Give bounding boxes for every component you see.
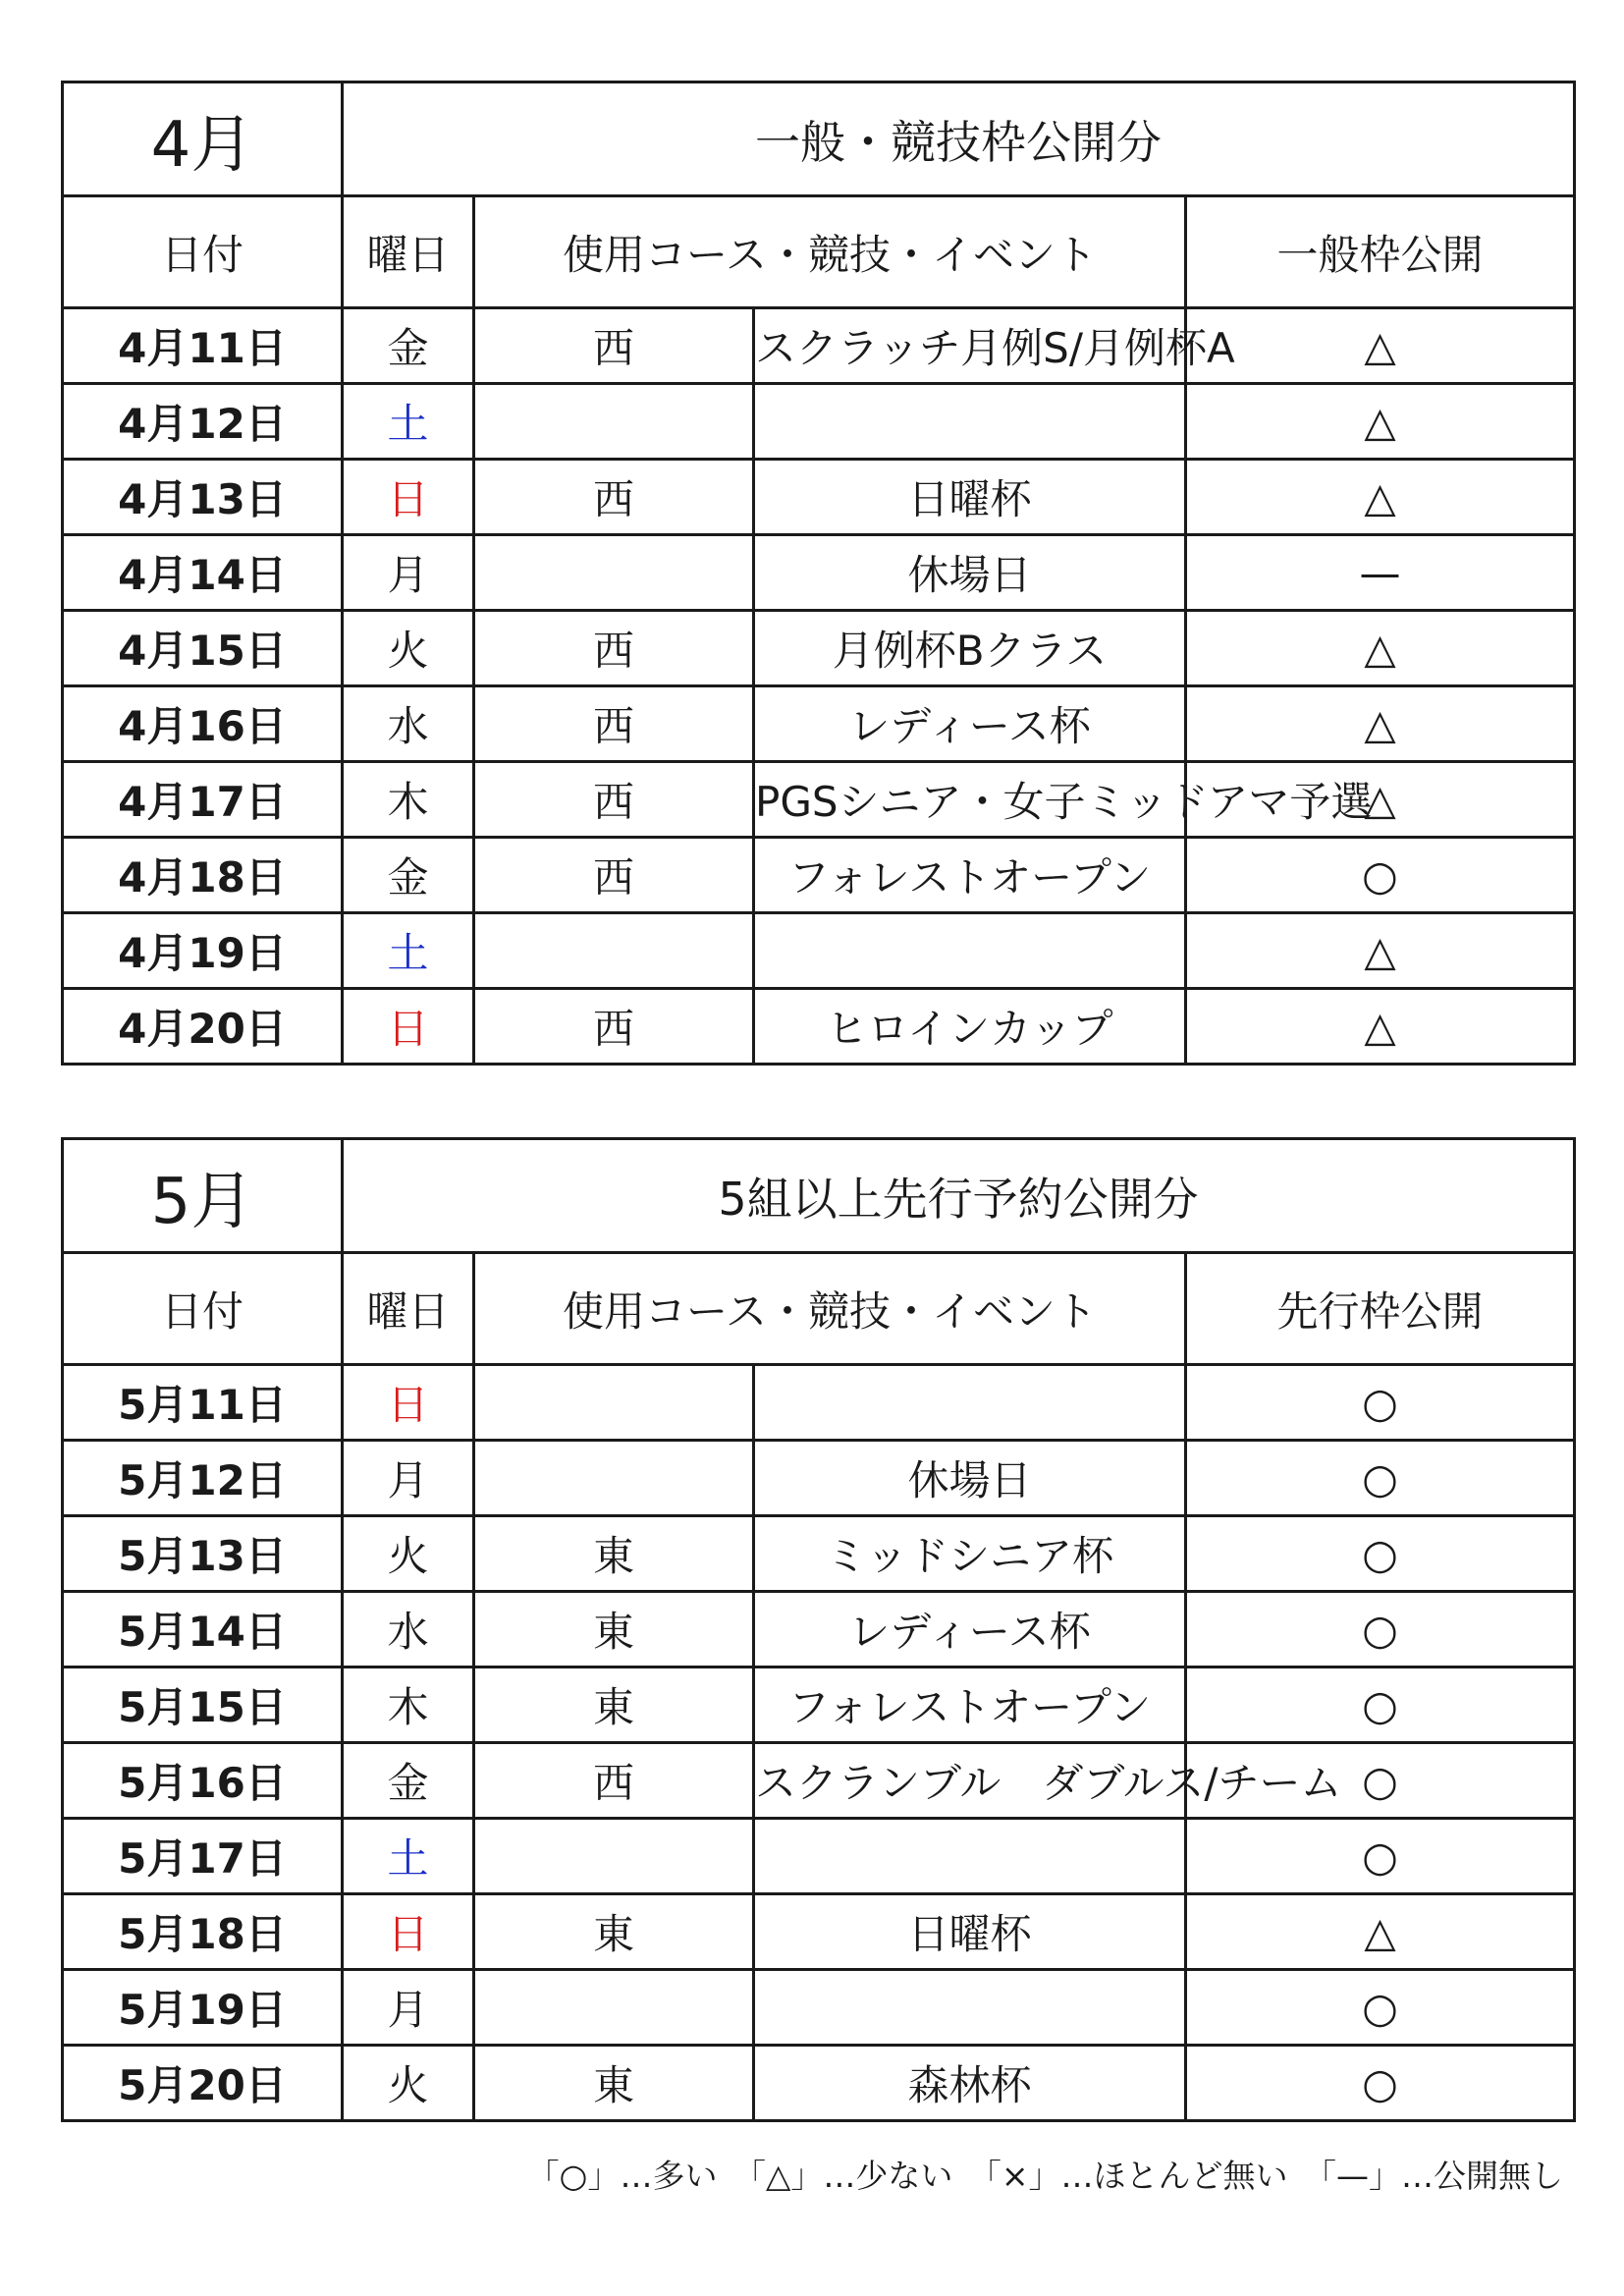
status-cell: △ [1186, 686, 1575, 762]
table-row [63, 1970, 1575, 2046]
date-cell: 5月19日 [63, 1970, 343, 2046]
event-cell: 森林杯 [754, 2046, 1186, 2121]
course-cell: 東 [474, 1592, 754, 1667]
status-cell: ○ [1186, 1516, 1575, 1592]
status-cell: ○ [1186, 838, 1575, 913]
weekday-cell: 日 [343, 989, 474, 1065]
header-date: 日付 [63, 196, 343, 308]
table-row [63, 2046, 1575, 2121]
course-cell: 西 [474, 1743, 754, 1819]
event-cell: ヒロインカップ [754, 989, 1186, 1065]
event-cell [754, 1970, 1186, 2046]
status-cell: ○ [1186, 2046, 1575, 2121]
date-cell: 4月19日 [63, 913, 343, 989]
date-cell: 4月17日 [63, 762, 343, 838]
header-status: 先行枠公開 [1186, 1253, 1575, 1365]
event-cell: 日曜杯 [754, 1894, 1186, 1970]
table-row [63, 611, 1575, 686]
date-cell: 5月13日 [63, 1516, 343, 1592]
status-cell: △ [1186, 308, 1575, 384]
event-cell: ミッドシニア杯 [754, 1516, 1186, 1592]
course-cell: 西 [474, 686, 754, 762]
table-row [63, 1441, 1575, 1516]
table-row [63, 913, 1575, 989]
date-cell: 5月20日 [63, 2046, 343, 2121]
status-cell: ○ [1186, 1592, 1575, 1667]
table-row [63, 460, 1575, 535]
weekday-cell: 月 [343, 535, 474, 611]
course-cell: 東 [474, 1894, 754, 1970]
legend-note: 「○」…多い 「△」…少ない 「×」…ほとんど無い 「—」…公開無し [526, 2157, 1563, 2195]
table-row [63, 762, 1575, 838]
course-cell [474, 1441, 754, 1516]
header-weekday: 曜日 [343, 196, 474, 308]
table-title: 一般・競技枠公開分 [343, 82, 1575, 196]
table-row [63, 1819, 1575, 1894]
weekday-cell: 木 [343, 762, 474, 838]
course-cell: 西 [474, 838, 754, 913]
course-cell [474, 384, 754, 460]
weekday-cell: 金 [343, 308, 474, 384]
status-cell: ○ [1186, 1441, 1575, 1516]
weekday-cell: 火 [343, 611, 474, 686]
weekday-cell: 金 [343, 838, 474, 913]
event-cell: 日曜杯 [754, 460, 1186, 535]
status-cell: △ [1186, 989, 1575, 1065]
weekday-cell: 金 [343, 1743, 474, 1819]
date-cell: 5月14日 [63, 1592, 343, 1667]
table-row [63, 838, 1575, 913]
table-row [63, 1365, 1575, 1441]
header-event: 使用コース・競技・イベント [474, 1253, 1186, 1365]
schedule-table-april [61, 81, 1576, 1066]
status-cell: — [1186, 535, 1575, 611]
course-cell [474, 1819, 754, 1894]
table-row [63, 535, 1575, 611]
weekday-cell: 土 [343, 1819, 474, 1894]
status-cell: △ [1186, 762, 1575, 838]
weekday-cell: 日 [343, 460, 474, 535]
date-cell: 4月11日 [63, 308, 343, 384]
event-cell [754, 913, 1186, 989]
header-date: 日付 [63, 1253, 343, 1365]
status-cell: ○ [1186, 1743, 1575, 1819]
date-cell: 4月18日 [63, 838, 343, 913]
date-cell: 4月16日 [63, 686, 343, 762]
table-row [63, 686, 1575, 762]
date-cell: 5月11日 [63, 1365, 343, 1441]
table-row [63, 1743, 1575, 1819]
status-cell: ○ [1186, 1819, 1575, 1894]
table-row [63, 308, 1575, 384]
table-row [63, 384, 1575, 460]
table-title: 5組以上先行予約公開分 [343, 1139, 1575, 1253]
course-cell: 西 [474, 611, 754, 686]
event-cell: 休場日 [754, 1441, 1186, 1516]
course-cell: 西 [474, 308, 754, 384]
title-row [63, 1139, 1575, 1253]
weekday-cell: 水 [343, 686, 474, 762]
date-cell: 5月15日 [63, 1667, 343, 1743]
date-cell: 5月17日 [63, 1819, 343, 1894]
course-cell: 東 [474, 1516, 754, 1592]
weekday-cell: 月 [343, 1970, 474, 2046]
course-cell: 西 [474, 989, 754, 1065]
status-cell: △ [1186, 1894, 1575, 1970]
status-cell: ○ [1186, 1667, 1575, 1743]
date-cell: 4月20日 [63, 989, 343, 1065]
date-cell: 4月12日 [63, 384, 343, 460]
event-cell: スクラッチ月例S/月例杯A [754, 308, 1186, 384]
schedule-table-may [61, 1137, 1576, 2122]
event-cell: レディース杯 [754, 686, 1186, 762]
table-row [63, 1894, 1575, 1970]
course-cell: 東 [474, 2046, 754, 2121]
header-event: 使用コース・競技・イベント [474, 196, 1186, 308]
table-row [63, 1592, 1575, 1667]
course-cell [474, 1970, 754, 2046]
status-cell: ○ [1186, 1970, 1575, 2046]
event-cell: 月例杯Bクラス [754, 611, 1186, 686]
date-cell: 4月15日 [63, 611, 343, 686]
table-body [63, 82, 1575, 1065]
event-cell: スクランブル ダブルス/チーム [754, 1743, 1186, 1819]
status-cell: △ [1186, 611, 1575, 686]
status-cell: ○ [1186, 1365, 1575, 1441]
weekday-cell: 火 [343, 1516, 474, 1592]
event-cell: レディース杯 [754, 1592, 1186, 1667]
weekday-cell: 日 [343, 1365, 474, 1441]
event-cell [754, 1819, 1186, 1894]
status-cell: △ [1186, 460, 1575, 535]
weekday-cell: 土 [343, 913, 474, 989]
status-cell: △ [1186, 913, 1575, 989]
weekday-cell: 日 [343, 1894, 474, 1970]
date-cell: 4月14日 [63, 535, 343, 611]
header-weekday: 曜日 [343, 1253, 474, 1365]
table-row [63, 1667, 1575, 1743]
course-cell [474, 1365, 754, 1441]
month-label: 5月 [63, 1139, 343, 1253]
course-cell: 西 [474, 460, 754, 535]
status-cell: △ [1186, 384, 1575, 460]
title-row [63, 82, 1575, 196]
date-cell: 5月16日 [63, 1743, 343, 1819]
date-cell: 5月12日 [63, 1441, 343, 1516]
month-label: 4月 [63, 82, 343, 196]
header-status: 一般枠公開 [1186, 196, 1575, 308]
date-cell: 4月13日 [63, 460, 343, 535]
header-row [63, 196, 1575, 308]
course-cell: 西 [474, 762, 754, 838]
course-cell [474, 913, 754, 989]
table-body [63, 1139, 1575, 2121]
event-cell: フォレストオープン [754, 838, 1186, 913]
table-row [63, 989, 1575, 1065]
table-row [63, 1516, 1575, 1592]
weekday-cell: 月 [343, 1441, 474, 1516]
weekday-cell: 水 [343, 1592, 474, 1667]
weekday-cell: 土 [343, 384, 474, 460]
event-cell: PGSシニア・女子ミッドアマ予選 [754, 762, 1186, 838]
event-cell [754, 384, 1186, 460]
event-cell [754, 1365, 1186, 1441]
course-cell [474, 535, 754, 611]
date-cell: 5月18日 [63, 1894, 343, 1970]
event-cell: フォレストオープン [754, 1667, 1186, 1743]
course-cell: 東 [474, 1667, 754, 1743]
header-row [63, 1253, 1575, 1365]
event-cell: 休場日 [754, 535, 1186, 611]
weekday-cell: 木 [343, 1667, 474, 1743]
weekday-cell: 火 [343, 2046, 474, 2121]
